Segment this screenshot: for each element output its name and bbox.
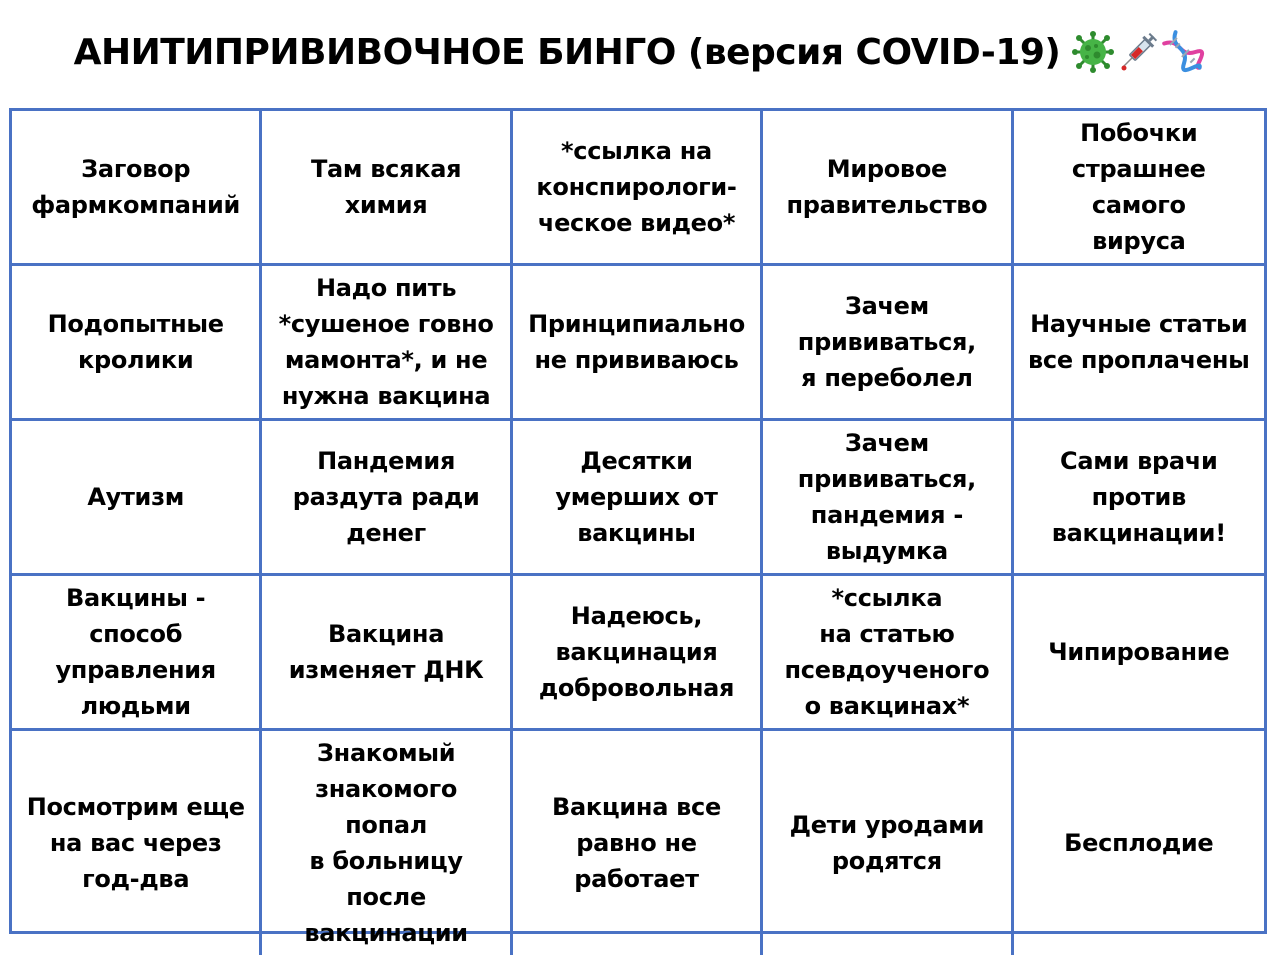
syringe-icon — [1116, 30, 1160, 74]
dna-icon — [1162, 30, 1206, 74]
bingo-cell: Мировое правительство — [763, 111, 1013, 266]
bingo-cell: Вакцина изменяет ДНК — [262, 576, 512, 731]
bingo-cell: Десятки умерших от вакцины — [513, 421, 763, 576]
virus-icon — [1072, 31, 1114, 73]
bingo-cell: Знакомый знакомого попал в больницу после вакцинации — [262, 731, 512, 955]
bingo-cell: Зачем прививаться, я переболел — [763, 266, 1013, 421]
bingo-cell: Побочки страшнее самого вируса — [1014, 111, 1264, 266]
bingo-cell: Принципиально не прививаюсь — [513, 266, 763, 421]
bingo-cell: Аутизм — [12, 421, 262, 576]
bingo-cell: *ссылка на статью псевдоученого о вакцинах* — [763, 576, 1013, 731]
bingo-cell: Бесплодие — [1064, 829, 1214, 857]
bingo-cell: Вакцины - способ управления людьми — [12, 576, 262, 731]
bingo-cell: Посмотрим еще на вас через год-два — [12, 731, 262, 955]
bingo-cell: Сами врачи против вакцинации! — [1014, 421, 1264, 576]
bingo-cell: Дети уродами родятся — [763, 731, 1013, 955]
bingo-cell: Там всякая химия — [262, 111, 512, 266]
bingo-cell: Вакцина все равно не работает — [513, 731, 763, 955]
bingo-cell: *ссылка на конспирологи- ческое видео* — [513, 111, 763, 266]
bingo-cell: Заговор фармкомпаний — [12, 111, 262, 266]
header — [0, 22, 1280, 82]
title-emoji-group — [1072, 30, 1206, 74]
bingo-board — [9, 108, 1267, 947]
bingo-cell: Чипирование — [1014, 576, 1264, 731]
bingo-cell: Зачем прививаться, пандемия - выдумка — [763, 421, 1013, 576]
bingo-cell: Научные статьи все проплачены — [1014, 266, 1264, 421]
page-title: АНИТИПРИВИВОЧНОЕ БИНГО (версия COVID-19) — [73, 31, 1061, 73]
bingo-cell: Надеюсь, вакцинация добровольная — [513, 576, 763, 731]
bingo-cell: Пандемия раздута ради денег — [262, 421, 512, 576]
bingo-cell: Надо пить *сушеное говно мамонта*, и не нужна вакцина — [262, 266, 512, 421]
bingo-cell: Подопытные кролики — [12, 266, 262, 421]
